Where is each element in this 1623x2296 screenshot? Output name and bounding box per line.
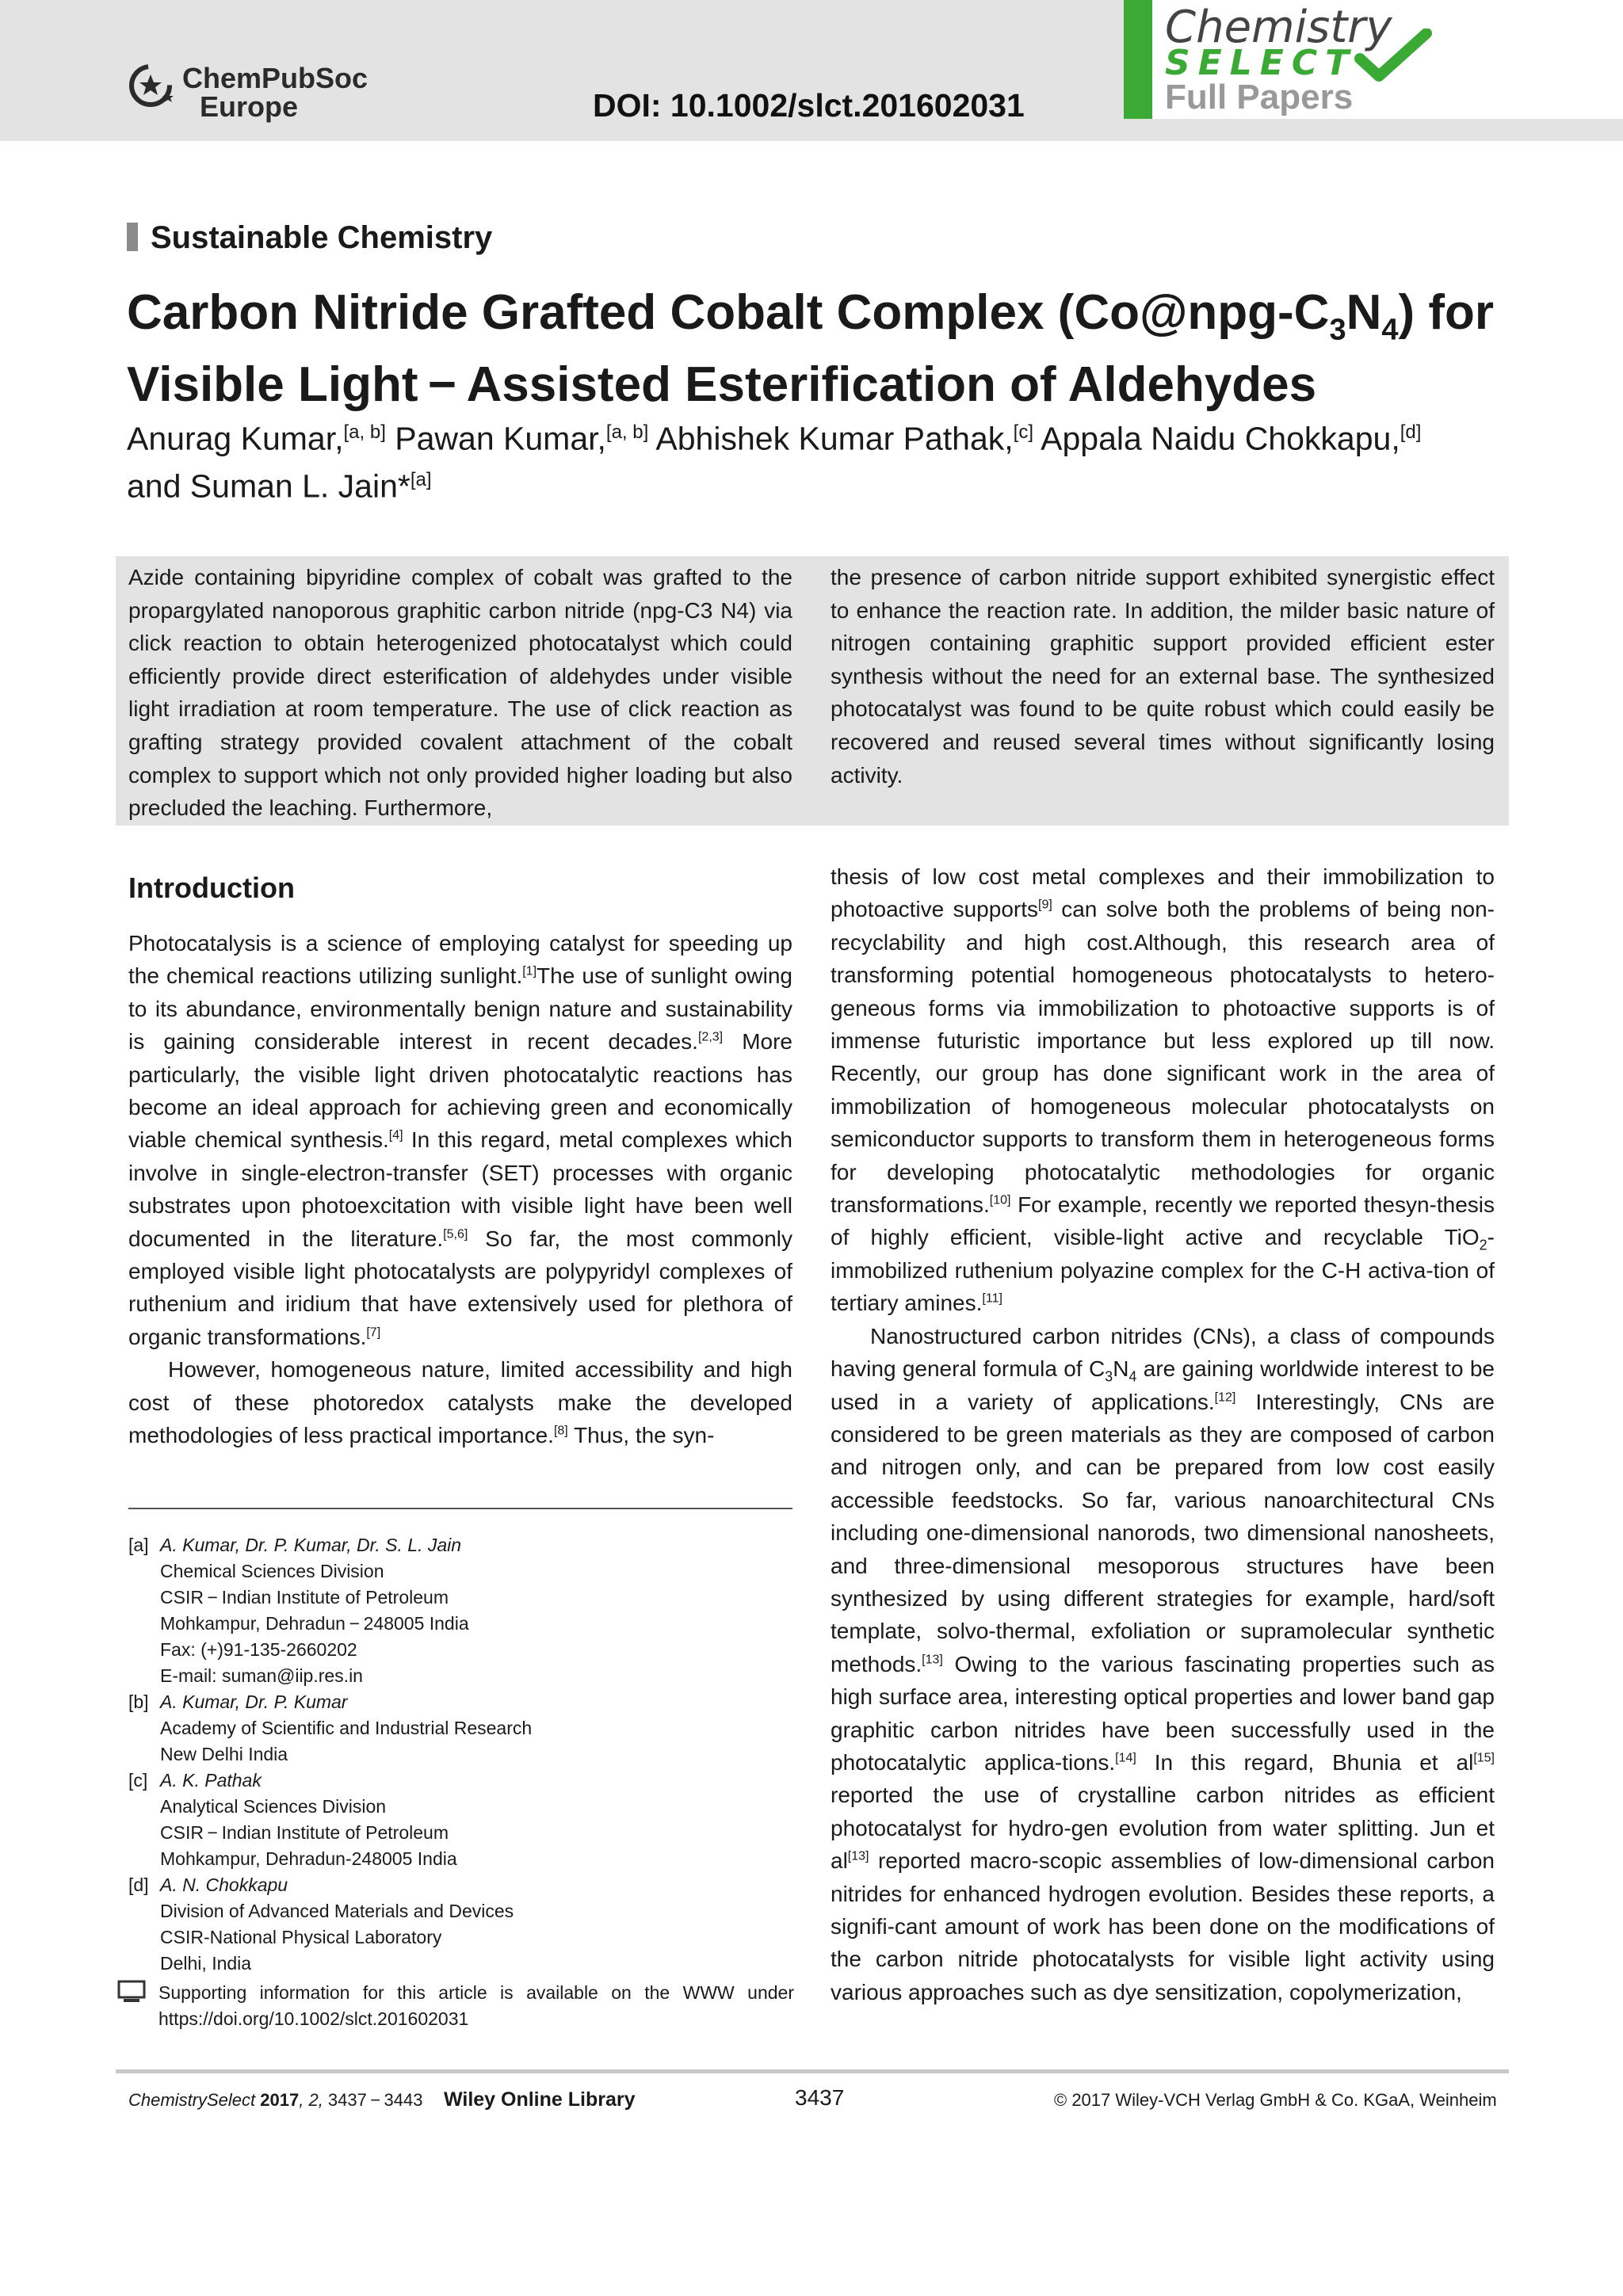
abstract-right: the presence of carbon nitride support exhibited synergistic effect to enhance the reaction rate. In addition, the milder basic nature of nitrogen containing graphitic support provided efficient ester synthesis without the need for an external base. The synthesized photocatalyst was found to be quite robust which could easily be recovered and reused several times without significantly losing activity. [831,565,1495,788]
title-line2: Visible Light − Assisted Esterification of Aldehydes [127,357,1317,413]
affiliation-b: [b] A. Kumar, Dr. P. Kumar Academy of Scientific and Industrial Research New Delhi India [128,1691,533,1764]
article-type: Full Papers [1165,78,1354,116]
logo-line1: ChemPubSoc [182,62,369,94]
computer-icon [117,1980,146,2004]
paragraph: Nanostructured carbon nitrides (CNs), a class of compounds having general formula of $C_3N_4$ are gaining worldwide interest to be used in a variety of applications.[12] Interestingly, CNs are considered to be green materials as they are composed of carbon and nitrogen only, and can be prepared from low cost easily accessible feedstocks. So far, various nanoarchitectural CNs including one-dimensional nanorods, two dimensional nanosheets, and three-dimensional mesoporous structures have been synthesized by using different strategies for example, hard/soft template, solvo-thermal, exfoliation or supramolecular synthetic methods.[13] Owing to the various fascinating properties such as high surface area, interesting optical properties and lower band gap graphitic carbon nitrides have been successfully used in the photocatalytic applica-tions.[14] In this regard, Bhunia et al[15] reported the use of crystalline carbon nitrides as efficient photocatalyst for hydro-gen evolution from water splitting. Jun et al[13] reported macro-scopic assemblies of low-dimensional carbon nitrides for enhanced hydrogen evolution. Besides these reports, a signifi-cant amount of work has been done on the modifications of the carbon nitride photocatalysts for visible light activity using various approaches such as dye sensitization, copolymerization, [831,1323,1495,2004]
chempubsoc-logo [127,59,380,130]
journal-name-select: SELECT [1165,43,1358,83]
affiliations [128,1532,794,1977]
section-bar [127,223,138,251]
checkmark-icon [1354,29,1433,84]
paragraph: Photocatalysis is a science of employing catalyst for speeding up the chemical reactions utilizing sunlight.[1]The use of sunlight owing to its abundance, environmentally benign nature and sustainability is gaining considerable interest in recent decades.[2,3] More particularly, the visible light driven photocatalytic reactions has become an ideal approach for achieving green and economically viable chemical synthesis.[4] In this regard, metal complexes which involve in single-electron-transfer (SET) processes with organic substrates upon photoexcitation with visible light have been well documented in the literature.[5,6] So far, the most commonly employed visible light photocatalysts are polypyridyl complexes of ruthenium and iridium that have extensively used for plethora of organic transformations.[7] [128,931,793,1349]
paragraph: However, homogeneous nature, limited accessibility and high cost of these photoredox catalysts make the developed methodologies of less practical importance.[8] Thus, the syn- [128,1357,792,1448]
body-left-column [128,927,792,1452]
introduction-heading: Introduction [128,871,295,904]
supporting-info-text: Supporting information for this article is available on the WWW under https://doi.org/10.1002/slct.201602031 [158,1982,794,2029]
citation-info: ChemistrySelect 2017, 2, 3437 − 3443 [128,2090,423,2110]
affiliation-a: [a] A. Kumar, Dr. P. Kumar, Dr. S. L. Jain Chemical Sciences Division CSIR − Indian Institute of Petroleum Mohkampur, Dehradun − 248005 India Fax: (+)91-135-2660202 E-mail: suman@iip.res.in [128,1535,469,1686]
doi: DOI: 10.1002/slct.201602031 [593,87,1025,124]
logo-line2: Europe [200,90,299,123]
section-tag [127,220,492,256]
journal-logo [1124,0,1623,119]
chempubsoc-logo-icon [127,60,178,111]
journal-green-bar [1124,0,1152,119]
wiley-online-library: Wiley Online Library [444,2088,636,2111]
paragraph: thesis of low cost metal complexes and their immobilization to photoactive supports[9] can solve both the problems of being non-recyclability and high cost.Although, this research area of transforming potential homogeneous photocatalysts to hetero-geneous forms via immobilization to photoactive supports is of immense futuristic importance but less explored up till now. Recently, our group has done significant work in the area of immobilization of homogeneous molecular photocatalysts on semiconductor supports to transform them in heterogeneous forms for developing photocatalytic methodologies for organic transformations.[10] For example, recently we reported thesyn-thesis of highly efficient, visible-light active and recyclable TiO$_2$-immobilized ruthenium polyazine complex for the C-H activa-tion of tertiary amines.[11] [831,864,1495,1316]
affiliation-d: [d] A. N. Chokkapu Division of Advanced Materials and Devices CSIR-National Physical Laboratory Delhi, India [128,1875,514,1974]
footer-divider [116,2069,1509,2073]
journal-name-chemistry: Chemistry [1165,2,1392,53]
abstract-left: Azide containing bipyridine complex of cobalt was grafted to the propargylated nanoporous graphitic carbon nitride (npg-C3 N4) via click reaction to obtain heterogenized photocatalyst which could efficiently provide direct esterification of aldehydes under visible light irradiation at room temperature. The use of click reaction as grafting strategy provided covalent attachment of the cobalt complex to support which not only provided higher loading but also precluded the leaching. Furthermore, [128,565,792,821]
author-list: Anurag Kumar,[a, b] Pawan Kumar,[a, b] Abhishek Kumar Pathak,[c] Appala Naidu Chokkapu,[d] and Suman L. Jain*[a] [127,420,1422,505]
article-title: Carbon Nitride Grafted Cobalt Complex $(Co@npg-C_3N_4)$ for Visible Light − Assisted Esterification of Aldehydes [127,285,1495,413]
copyright: © 2017 Wiley-VCH Verlag GmbH & Co. KGaA, Weinheim [1054,2090,1497,2110]
affiliation-c: [c] A. K. Pathak Analytical Sciences Division CSIR − Indian Institute of Petroleum Mohkampur, Dehradun-248005 India [128,1770,457,1869]
body-right-column [831,860,1495,2008]
page-number: 3437 [795,2085,845,2110]
footnote-divider [128,1508,792,1509]
section-tag-label: Sustainable Chemistry [151,220,493,255]
